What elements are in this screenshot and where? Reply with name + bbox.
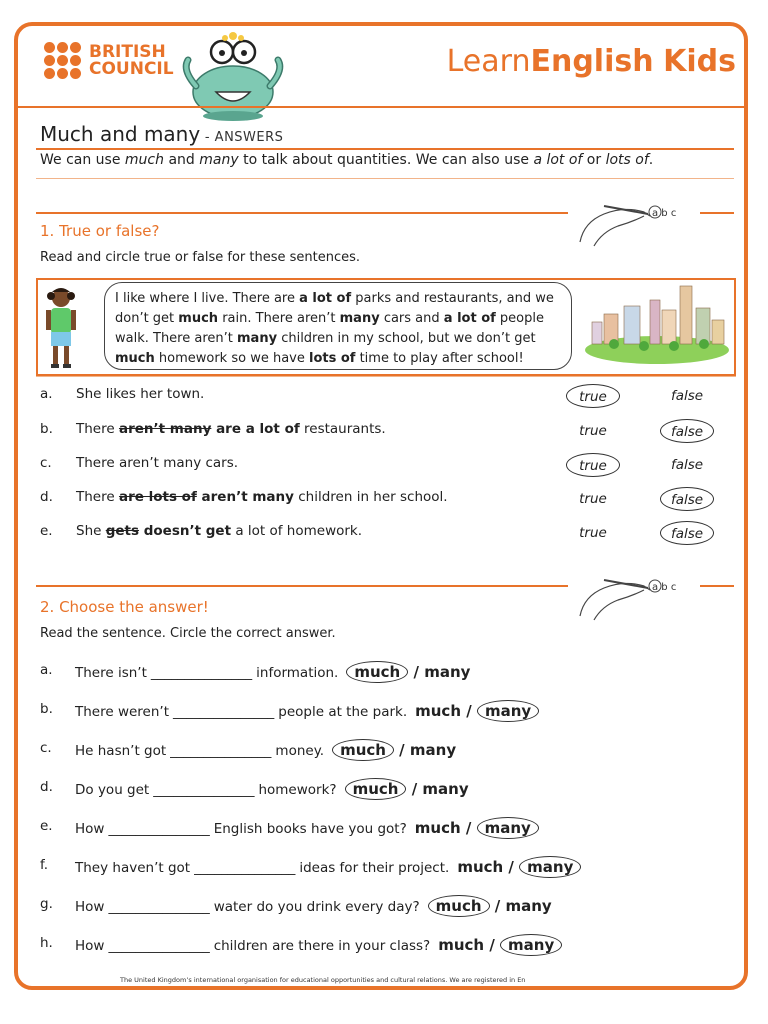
section2-rule-right [700,585,734,587]
choose-after: children are there in your class? [213,938,431,954]
choose-after: ideas for their project. [299,860,450,876]
tf-sentence [76,455,238,471]
answer-blank[interactable]: _______________ [173,704,275,720]
tf-sentence [76,523,362,539]
many-option[interactable]: many [500,934,562,956]
many-option[interactable]: many [424,663,471,681]
sentence-text: a lot of homework. [231,523,363,539]
option-slash: / [503,858,520,876]
tf-row [40,521,730,545]
story-keyword: much [178,311,219,326]
much-many-options [457,858,581,876]
choose-sentence [75,819,539,837]
choose-sentence [75,936,562,954]
choose-letter: d. [40,779,53,795]
choose-row [40,814,730,842]
section2-rule [36,585,568,587]
intro-text: We can use much and many to talk about quantities. We can also use a lot of or lots of. [40,152,654,168]
much-many-options [428,897,552,915]
correction-phrase: doesn’t get [139,523,232,539]
choose-letter: h. [40,935,53,951]
many-option[interactable]: many [477,700,539,722]
struck-phrase: gets [105,523,140,539]
choose-letter: f. [40,857,49,873]
choose-row [40,736,730,764]
choose-before: There isn’t [75,665,147,681]
much-many-options [346,663,470,681]
true-option[interactable]: true [566,453,620,477]
story-text: cars and [379,311,444,326]
learnenglish-kids-logo [447,44,736,79]
choose-before: They haven’t got [75,860,191,876]
much-many-options [345,780,469,798]
tf-row [40,487,730,511]
sentence-text: She likes her town. [76,386,205,402]
much-option[interactable]: much [345,778,407,800]
tf-letter: c. [40,455,52,471]
header-divider [18,106,748,108]
tf-letter: d. [40,489,53,505]
choose-row [40,658,730,686]
lek-english-bold: English [530,44,654,79]
sentence-text: children in her school. [293,489,448,505]
choose-before: How [75,938,105,954]
sentence-text: restaurants. [299,421,386,437]
story-keyword: a lot of [443,311,496,326]
much-option[interactable]: much [332,739,394,761]
choose-after: homework? [258,782,337,798]
bc-line1: BRITISH [89,41,166,62]
answer-blank[interactable]: _______________ [194,860,296,876]
pen-abc-2: a b c [652,582,677,593]
footer-text: The United Kingdom’s international organisation for educational opportunities and cultural relations. We are registered in En [120,976,526,984]
much-option[interactable]: much [346,661,408,683]
true-option[interactable]: true [579,491,607,507]
story-text: parks and restaurants, and we don’t get [115,291,554,326]
answer-blank[interactable]: _______________ [108,938,210,954]
choose-letter: a. [40,662,53,678]
choose-sentence [75,663,470,681]
story-text: time to play after school! [355,351,524,366]
much-option[interactable]: much [428,895,490,917]
section1-heading: 1. True or false? [40,222,160,240]
choose-letter: g. [40,896,53,912]
choose-after: information. [256,665,339,681]
bc-line2: COUNCIL [89,58,174,79]
tf-row [40,453,730,477]
choose-after: English books have you got? [213,821,407,837]
many-option[interactable]: many [409,741,457,759]
struck-phrase: are lots of [118,489,197,505]
pen-abc: a b c [652,208,677,219]
story-text: rain. There aren’t [218,311,340,326]
section1-instruction: Read and circle true or false for these sentences. [40,250,361,265]
story-keyword: many [339,311,380,326]
option-slash: / [461,702,477,720]
title-main: Much and many [40,122,201,146]
writing-hand-icon [574,192,694,252]
girl-icon [40,284,82,372]
section2-heading: 2. Choose the answer! [40,598,209,616]
city-icon [584,284,730,364]
answer-blank[interactable]: _______________ [108,821,210,837]
tf-letter: a. [40,386,53,402]
bc-dots-icon [44,42,81,79]
story-text: I like where I live. There are [115,291,300,306]
title-sub: ANSWERS [214,130,284,145]
much-many-options [415,819,539,837]
struck-phrase: aren’t many [118,421,212,437]
false-option[interactable]: false [660,487,714,511]
false-option[interactable]: false [660,521,714,545]
true-option[interactable]: true [579,525,607,541]
answer-blank[interactable]: _______________ [153,782,255,798]
choose-letter: e. [40,818,53,834]
story-text: children in my school, but we don’t get [277,331,536,346]
many-option[interactable]: many [477,817,539,839]
choose-letter: c. [40,740,52,756]
choose-before: Do you get [75,782,150,798]
answer-blank[interactable]: _______________ [108,899,210,915]
much-option[interactable]: much [438,936,485,954]
title-dash: - [200,130,215,145]
choose-before: There weren’t [75,704,170,720]
story-keyword: much [115,351,155,366]
british-council-logo [44,42,174,79]
option-slash: / [489,897,506,915]
choose-row [40,931,730,959]
section1-rule-right [700,212,734,214]
page-title [40,122,283,146]
false-option[interactable]: false [670,457,704,473]
story-text: people walk. There aren’t [115,311,544,346]
choose-sentence [75,897,552,915]
tf-row [40,419,730,443]
correction-phrase: are a lot of [211,421,300,437]
lek-learn: Learn [446,44,531,79]
section1-rule [36,212,568,214]
writing-hand-icon-2 [574,566,694,626]
much-many-options [415,702,539,720]
section2-instruction: Read the sentence. Circle the correct answer. [40,626,336,641]
choose-sentence [75,702,539,720]
sentence-text: She [76,523,106,539]
much-option[interactable]: much [457,858,504,876]
option-slash: / [408,663,425,681]
many-option[interactable]: many [505,897,552,915]
option-slash: / [460,819,477,837]
false-option[interactable]: false [670,388,704,404]
sentence-text: There [76,421,119,437]
choose-row [40,697,730,725]
much-option[interactable]: much [414,819,461,837]
much-many-options [438,936,562,954]
tf-letter: e. [40,523,53,539]
tf-sentence [76,386,204,402]
story-text: homework so we have [154,351,309,366]
sentence-text: There aren’t many cars. [76,455,239,471]
tf-row [40,384,730,408]
story-keyword: lots of [309,351,356,366]
answer-blank[interactable]: _______________ [150,665,253,681]
story-keyword: many [237,331,278,346]
monster-mascot-icon [178,30,288,122]
story-underline [36,376,736,377]
choose-after: money. [275,743,325,759]
many-option[interactable]: many [422,780,469,798]
choose-letter: b. [40,701,53,717]
lek-kids: Kids [663,44,736,79]
speech-bubble [104,282,572,370]
intro-underline [36,178,734,179]
many-option[interactable]: many [519,856,581,878]
tf-sentence [76,421,386,437]
choose-row [40,853,730,881]
true-option[interactable]: true [579,423,607,439]
option-slash: / [406,780,423,798]
choose-before: How [75,821,105,837]
choose-sentence [75,780,469,798]
much-option[interactable]: much [415,702,462,720]
choose-sentence [75,741,456,759]
choose-row [40,775,730,803]
true-option[interactable]: true [566,384,620,408]
choose-before: How [75,899,105,915]
option-slash: / [484,936,501,954]
choose-row [40,892,730,920]
story-keyword: a lot of [299,291,352,306]
choose-sentence [75,858,581,876]
false-option[interactable]: false [660,419,714,443]
much-many-options [332,741,456,759]
sentence-text: There [76,489,119,505]
choose-before: He hasn’t got [75,743,167,759]
answer-blank[interactable]: _______________ [170,743,272,759]
tf-sentence [76,489,448,505]
title-underline [36,148,734,150]
choose-after: water do you drink every day? [213,899,420,915]
tf-letter: b. [40,421,53,437]
option-slash: / [393,741,410,759]
choose-after: people at the park. [278,704,408,720]
correction-phrase: aren’t many [196,489,294,505]
